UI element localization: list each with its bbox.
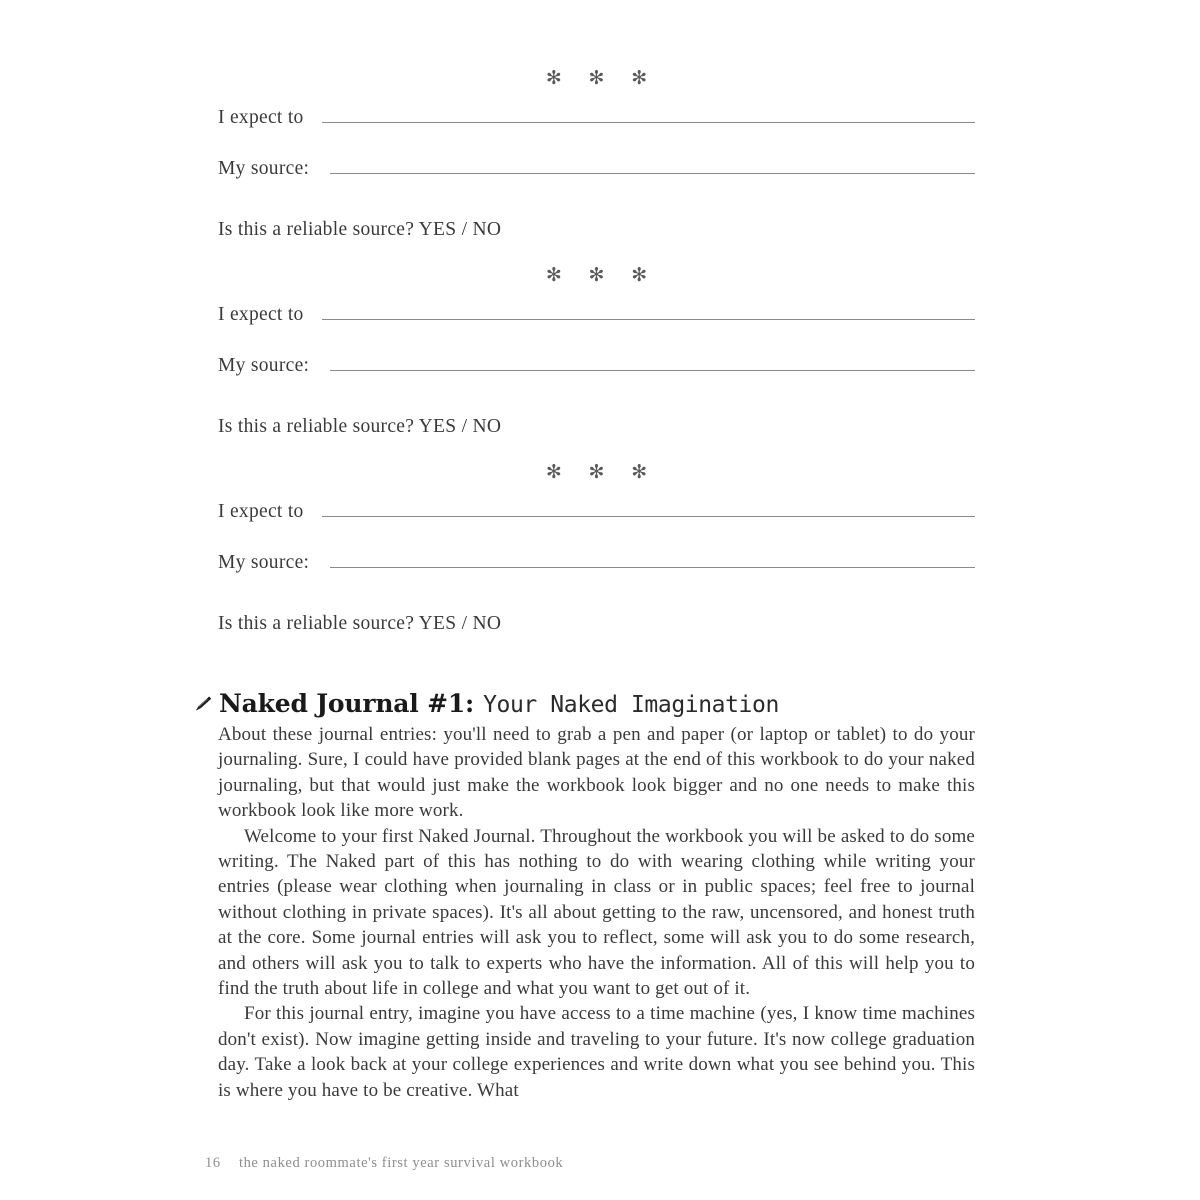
source-write-in-line[interactable] [330, 157, 975, 174]
expectation-block [218, 488, 975, 635]
expect-write-in-line[interactable] [322, 303, 975, 320]
journal-paragraph: Welcome to your first Naked Journal. Throughout the workbook you will be asked to do some writing. The Naked part of this has nothing to do with wearing clothing while writing your entries (please wear clothing when journaling in class or in public spaces; feel free to journal without clothing in private spaces). It's all about getting to the raw, uncensored, and honest truth at the core. Some journal entries will ask you to reflect, some will ask you to do some research, and others will ask you to talk to experts who have the information. All of this will help you to find the truth about life in college and what you want to get out of it. [218, 825, 975, 1000]
expect-row [218, 106, 975, 145]
expectation-block [218, 94, 975, 241]
expect-write-in-line[interactable] [322, 500, 975, 517]
expect-label: I expect to [218, 304, 304, 325]
naked-journal-section [191, 688, 975, 1103]
journal-heading [191, 688, 975, 718]
source-label: My source: [218, 355, 310, 376]
asterisk-separator: ✻ ✻ ✻ [545, 462, 659, 483]
footer-book-title: the naked roommate's first year survival workbook [238, 1155, 564, 1171]
page-footer [205, 1155, 563, 1172]
block-spacer [218, 438, 975, 458]
source-row [218, 551, 975, 590]
page-number: 16 [205, 1155, 221, 1171]
expect-write-in-line[interactable] [322, 106, 975, 123]
expect-row [218, 303, 975, 342]
source-label: My source: [218, 552, 310, 573]
expectation-block [218, 291, 975, 438]
journal-heading-subtitle: Your Naked Imagination [483, 692, 779, 718]
journal-paragraph: About these journal entries: you'll need to grab a pen and paper (or laptop or tablet) to do your journaling. Sure, I could have provided blank pages at the end of this workbook to do your naked journaling, but that would just make the workbook look bigger and no one needs to make this workbook look like more work. [218, 724, 975, 822]
source-row [218, 157, 975, 196]
source-label: My source: [218, 158, 310, 179]
source-write-in-line[interactable] [330, 354, 975, 371]
worksheet-form [218, 64, 975, 635]
block-spacer [218, 241, 975, 261]
source-write-in-line[interactable] [330, 551, 975, 568]
expect-label: I expect to [218, 501, 304, 522]
reliable-source-question[interactable]: Is this a reliable source? YES / NO [218, 613, 502, 634]
expect-row [218, 500, 975, 539]
source-row [218, 354, 975, 393]
journal-paragraph: For this journal entry, imagine you have access to a time machine (yes, I know time machines don't exist). Now imagine getting inside and traveling to your future. It's now college graduation day. Take a look back at your college experiences and write down what you see behind you. This is where you have to be creative. What [218, 1003, 975, 1101]
asterisk-separator: ✻ ✻ ✻ [545, 68, 659, 89]
journal-body [191, 722, 975, 1103]
reliable-source-question[interactable]: Is this a reliable source? YES / NO [218, 219, 502, 240]
journal-heading-title: Naked Journal #1: [219, 689, 475, 718]
pencil-icon [191, 692, 215, 716]
asterisk-separator: ✻ ✻ ✻ [545, 265, 659, 286]
reliable-source-question[interactable]: Is this a reliable source? YES / NO [218, 416, 502, 437]
expect-label: I expect to [218, 107, 304, 128]
